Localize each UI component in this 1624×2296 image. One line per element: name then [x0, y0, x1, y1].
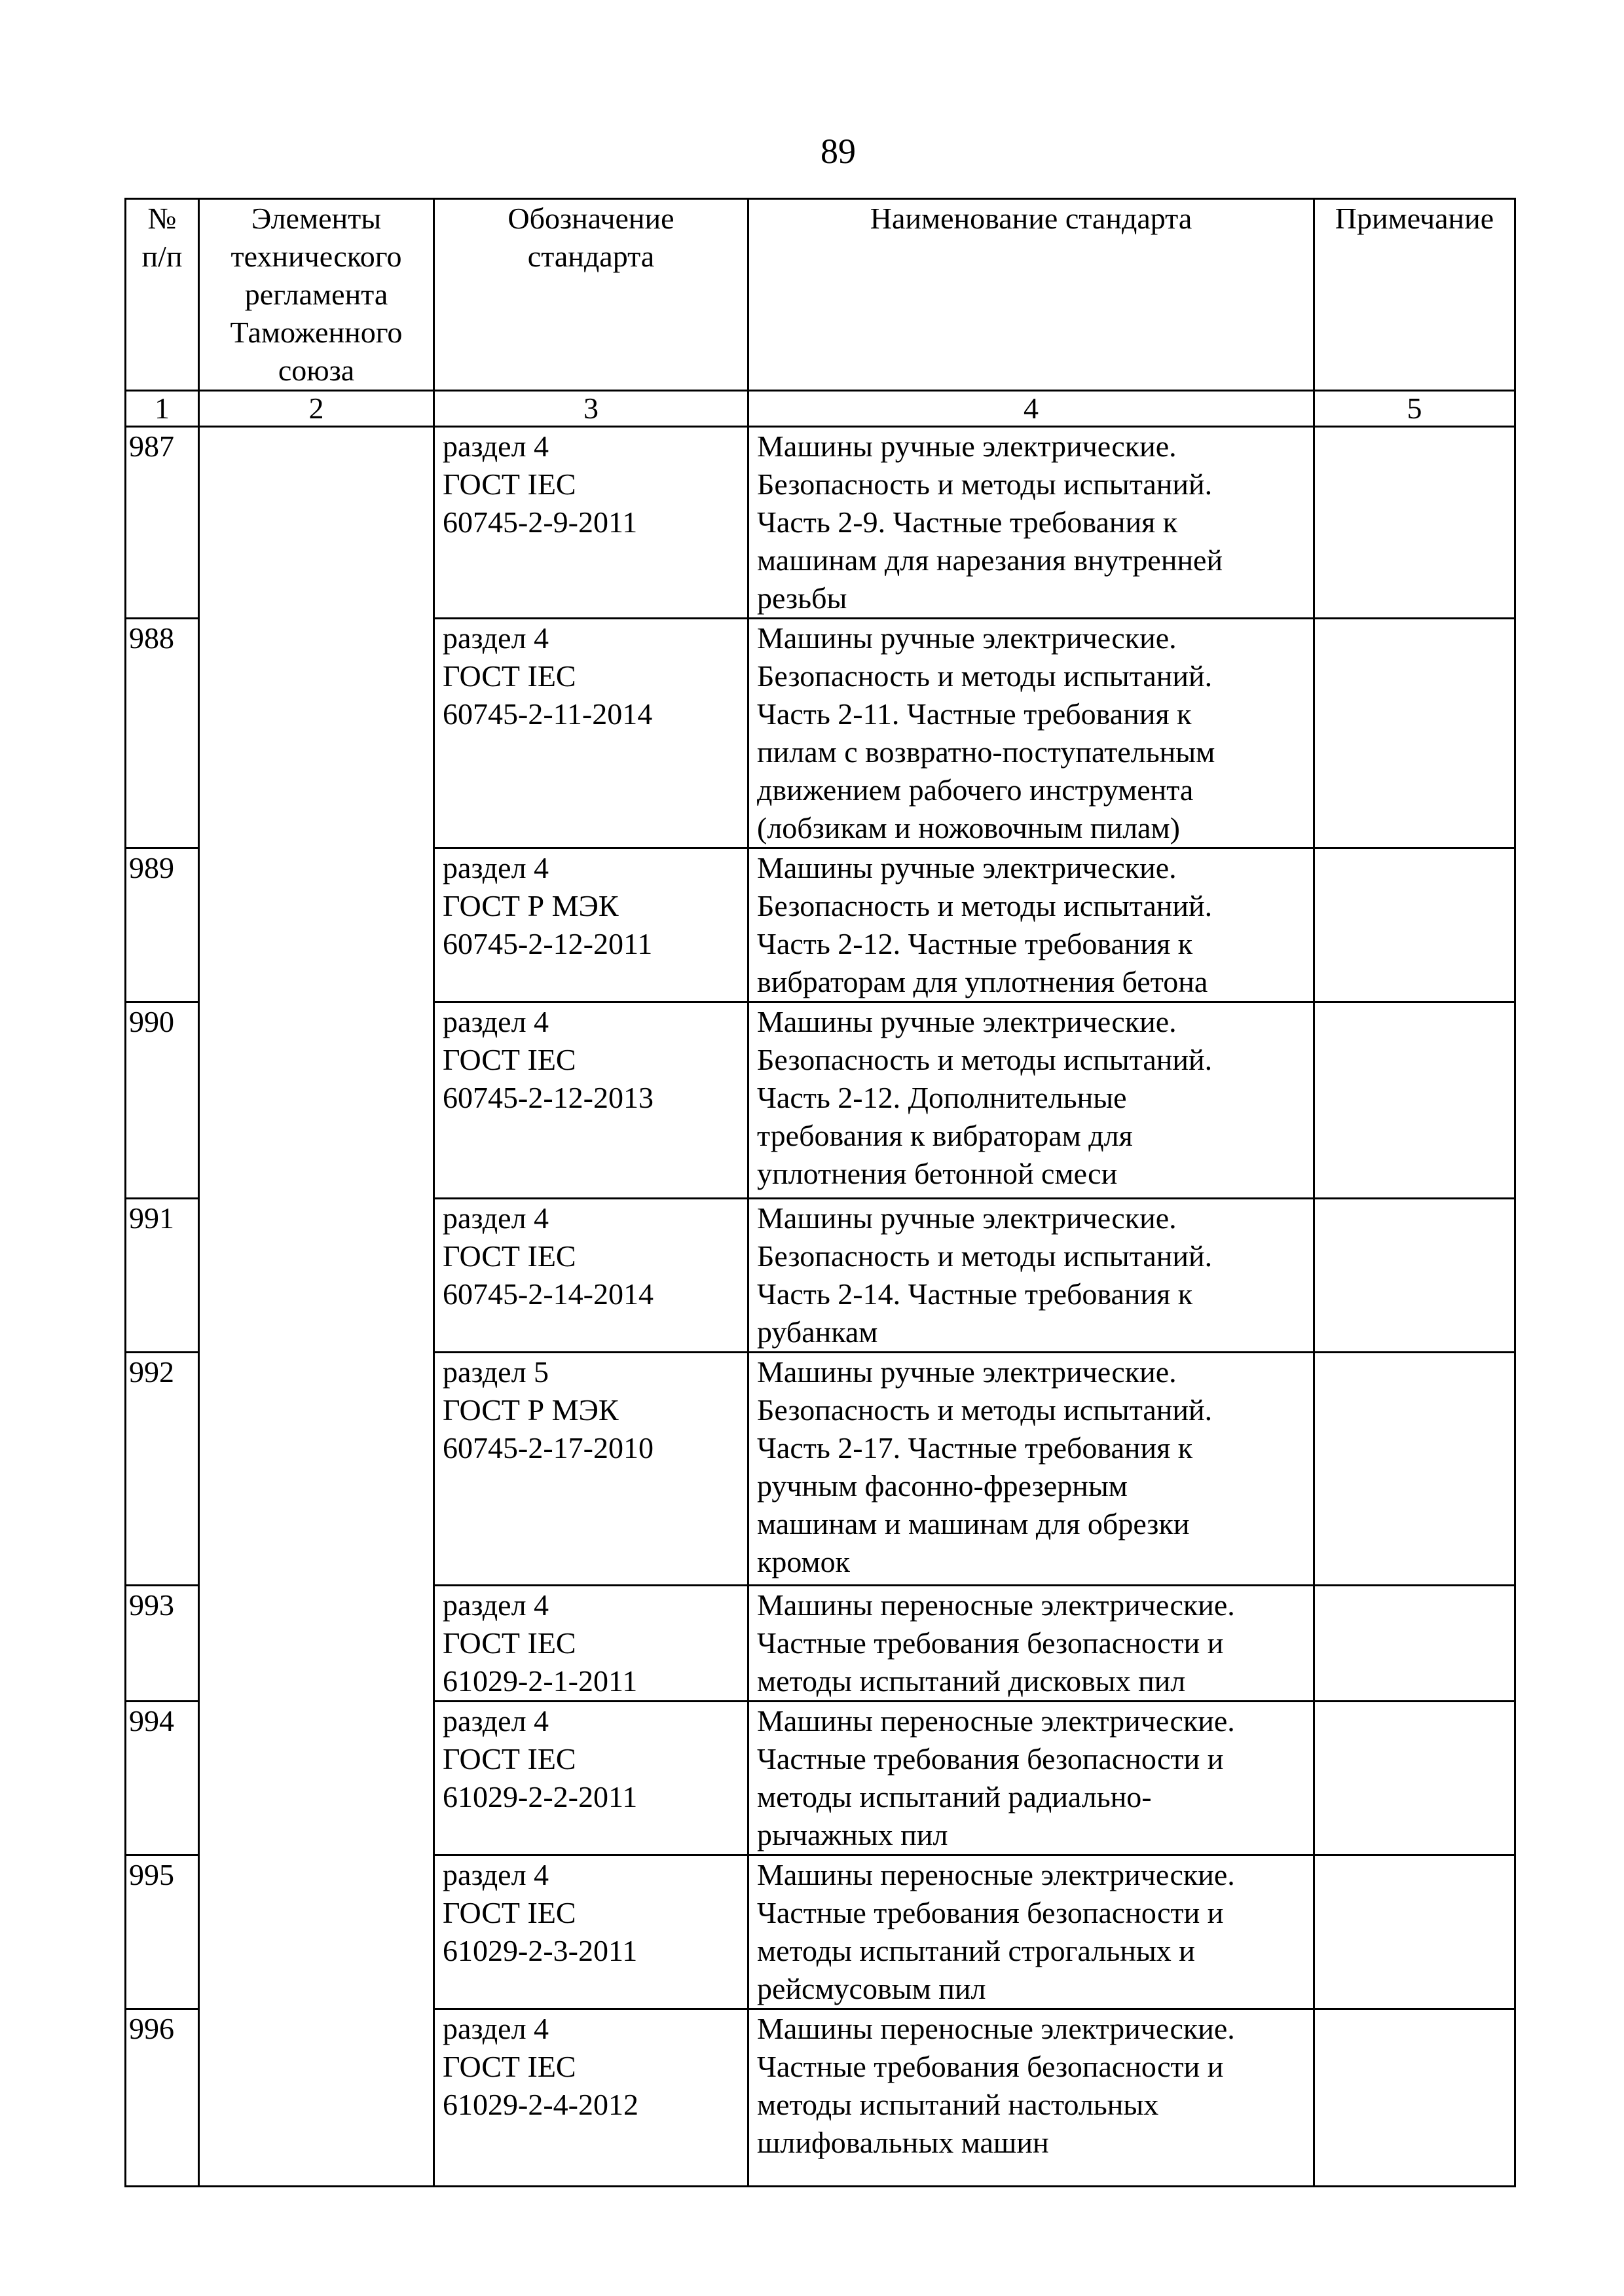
designation-line: 61029-2-3-2011: [443, 1934, 638, 1967]
designation-line: 60745-2-17-2010: [443, 1431, 654, 1465]
row-number: 988: [126, 619, 199, 848]
standard-name-cell: [748, 1855, 1314, 2009]
standard-name-line: Безопасность и методы испытаний.: [757, 1393, 1213, 1427]
standards-table: [124, 198, 1516, 2187]
standard-name-cell: [748, 1586, 1314, 1702]
standard-name-cell: [748, 1002, 1314, 1199]
row-number: 992: [126, 1353, 199, 1586]
designation-line: раздел 4: [443, 851, 549, 884]
standard-designation-cell: [434, 427, 748, 619]
standard-name-cell: [748, 427, 1314, 619]
designation-line: ГОСТ IEC: [443, 2050, 576, 2083]
column-number: 1: [126, 391, 199, 427]
header-line: регламента: [244, 278, 388, 311]
note-cell: [1314, 2009, 1515, 2187]
row-number: 994: [126, 1702, 199, 1855]
standard-name-cell: [748, 2009, 1314, 2187]
designation-line: ГОСТ IEC: [443, 1626, 576, 1660]
standard-name-line: машинам для нарезания внутренней: [757, 543, 1223, 577]
standard-name-line: требования к вибраторам для: [757, 1119, 1133, 1152]
standard-name-line: Машины ручные электрические.: [757, 429, 1177, 463]
note-cell: [1314, 1353, 1515, 1586]
column-number: 3: [434, 391, 748, 427]
standard-name-line: движением рабочего инструмента: [757, 773, 1194, 807]
standard-name-cell: [748, 848, 1314, 1002]
regulation-elements-cell: [199, 427, 434, 2187]
column-number: 5: [1314, 391, 1515, 427]
standard-name-line: Машины переносные электрические.: [757, 1858, 1235, 1891]
standard-designation-cell: [434, 1702, 748, 1855]
designation-line: 60745-2-14-2014: [443, 1277, 654, 1311]
standard-designation-cell: [434, 848, 748, 1002]
standard-designation-cell: [434, 1199, 748, 1353]
row-number: 990: [126, 1002, 199, 1199]
table-row: [126, 427, 1515, 619]
page-number: 89: [821, 132, 856, 171]
header-standard-designation: [434, 199, 748, 391]
standard-designation-cell: [434, 1353, 748, 1586]
header-note: [1314, 199, 1515, 391]
note-cell: [1314, 619, 1515, 848]
row-number: 996: [126, 2009, 199, 2187]
header-standard-name: [748, 199, 1314, 391]
standard-name-line: резьбы: [757, 581, 847, 615]
standard-name-cell: [748, 619, 1314, 848]
standard-name-line: Безопасность и методы испытаний.: [757, 1239, 1213, 1273]
standard-name-line: Машины переносные электрические.: [757, 2012, 1235, 2045]
standard-name-line: Часть 2-14. Частные требования к: [757, 1277, 1193, 1311]
standard-designation-cell: [434, 1586, 748, 1702]
header-number: [126, 199, 199, 391]
column-number: 4: [748, 391, 1314, 427]
standard-name-line: Машины ручные электрические.: [757, 851, 1177, 884]
note-cell: [1314, 1199, 1515, 1353]
designation-line: раздел 4: [443, 1704, 549, 1738]
standard-name-line: Машины ручные электрические.: [757, 1201, 1177, 1235]
note-cell: [1314, 848, 1515, 1002]
standard-name-line: рейсмусовым пил: [757, 1972, 986, 2005]
standard-name-line: Безопасность и методы испытаний.: [757, 467, 1213, 501]
column-number-row: [126, 391, 1515, 427]
header-line: технического: [231, 240, 402, 273]
designation-line: 61029-2-2-2011: [443, 1780, 638, 1813]
standard-name-line: Частные требования безопасности и: [757, 1626, 1224, 1660]
header-line: №: [147, 202, 177, 235]
standard-designation-cell: [434, 1855, 748, 2009]
designation-line: раздел 4: [443, 621, 549, 655]
standard-name-line: Безопасность и методы испытаний.: [757, 1043, 1213, 1076]
designation-line: 61029-2-4-2012: [443, 2088, 638, 2121]
designation-line: ГОСТ IEC: [443, 1742, 576, 1776]
standard-name-cell: [748, 1702, 1314, 1855]
header-row: [126, 199, 1515, 391]
designation-line: 61029-2-1-2011: [443, 1664, 638, 1698]
designation-line: ГОСТ Р МЭК: [443, 889, 619, 922]
standard-name-line: машинам и машинам для обрезки: [757, 1507, 1190, 1540]
standard-name-line: вибраторам для уплотнения бетона: [757, 965, 1208, 998]
standard-name-line: Машины ручные электрические.: [757, 1005, 1177, 1038]
designation-line: раздел 4: [443, 1858, 549, 1891]
designation-line: 60745-2-9-2011: [443, 505, 638, 539]
standard-name-line: пилам с возвратно-поступательным: [757, 735, 1215, 769]
standard-name-line: кромок: [757, 1545, 850, 1578]
standard-name-line: уплотнения бетонной смеси: [757, 1157, 1118, 1190]
header-regulation-elements: [199, 199, 434, 391]
header-line: Таможенного: [230, 316, 403, 349]
designation-line: ГОСТ IEC: [443, 1896, 576, 1929]
designation-line: 60745-2-12-2011: [443, 927, 653, 960]
designation-line: раздел 4: [443, 429, 549, 463]
standard-designation-cell: [434, 2009, 748, 2187]
note-cell: [1314, 1586, 1515, 1702]
standard-name-line: Машины ручные электрические.: [757, 1355, 1177, 1389]
header-line: Наименование стандарта: [870, 202, 1192, 235]
table-body: [126, 427, 1515, 2187]
standard-name-line: методы испытаний дисковых пил: [757, 1664, 1186, 1698]
standard-name-line: Машины переносные электрические.: [757, 1588, 1235, 1622]
note-cell: [1314, 1002, 1515, 1199]
header-line: Примечание: [1335, 202, 1494, 235]
standard-name-line: Часть 2-17. Частные требования к: [757, 1431, 1193, 1465]
row-number: 989: [126, 848, 199, 1002]
designation-line: раздел 4: [443, 1201, 549, 1235]
header-line: союза: [278, 354, 355, 387]
header-line: Обозначение: [507, 202, 674, 235]
standard-name-line: Безопасность и методы испытаний.: [757, 889, 1213, 922]
column-number: 2: [199, 391, 434, 427]
standard-name-cell: [748, 1199, 1314, 1353]
standard-name-line: Безопасность и методы испытаний.: [757, 659, 1213, 693]
standard-name-line: рубанкам: [757, 1315, 878, 1349]
row-number: 995: [126, 1855, 199, 2009]
designation-line: раздел 4: [443, 2012, 549, 2045]
standard-name-line: Часть 2-9. Частные требования к: [757, 505, 1178, 539]
standard-name-line: Частные требования безопасности и: [757, 1742, 1224, 1776]
note-cell: [1314, 1855, 1515, 2009]
note-cell: [1314, 427, 1515, 619]
standard-name-line: Частные требования безопасности и: [757, 2050, 1224, 2083]
standard-name-line: методы испытаний настольных: [757, 2088, 1159, 2121]
standard-name-line: Часть 2-12. Частные требования к: [757, 927, 1193, 960]
standard-name-line: Машины ручные электрические.: [757, 621, 1177, 655]
row-number: 993: [126, 1586, 199, 1702]
header-line: Элементы: [251, 202, 382, 235]
standard-name-line: рычажных пил: [757, 1818, 948, 1851]
designation-line: раздел 4: [443, 1005, 549, 1038]
standard-name-line: шлифовальных машин: [757, 2126, 1049, 2159]
designation-line: 60745-2-11-2014: [443, 697, 653, 731]
header-line: п/п: [141, 240, 183, 273]
designation-line: ГОСТ IEC: [443, 659, 576, 693]
standard-name-cell: [748, 1353, 1314, 1586]
note-cell: [1314, 1702, 1515, 1855]
designation-line: ГОСТ IEC: [443, 467, 576, 501]
designation-line: ГОСТ IEC: [443, 1239, 576, 1273]
designation-line: раздел 4: [443, 1588, 549, 1622]
standard-name-line: Машины переносные электрические.: [757, 1704, 1235, 1738]
standard-name-line: (лобзикам и ножовочным пилам): [757, 811, 1180, 845]
designation-line: 60745-2-12-2013: [443, 1081, 654, 1114]
designation-line: ГОСТ IEC: [443, 1043, 576, 1076]
designation-line: раздел 5: [443, 1355, 549, 1389]
standard-name-line: Часть 2-12. Дополнительные: [757, 1081, 1127, 1114]
standard-name-line: Часть 2-11. Частные требования к: [757, 697, 1192, 731]
standard-name-line: ручным фасонно-фрезерным: [757, 1469, 1128, 1503]
standard-name-line: Частные требования безопасности и: [757, 1896, 1224, 1929]
standard-designation-cell: [434, 619, 748, 848]
standard-name-line: методы испытаний строгальных и: [757, 1934, 1195, 1967]
row-number: 987: [126, 427, 199, 619]
standard-designation-cell: [434, 1002, 748, 1199]
designation-line: ГОСТ Р МЭК: [443, 1393, 619, 1427]
row-number: 991: [126, 1199, 199, 1353]
header-line: стандарта: [527, 240, 655, 273]
standard-name-line: методы испытаний радиально-: [757, 1780, 1152, 1813]
